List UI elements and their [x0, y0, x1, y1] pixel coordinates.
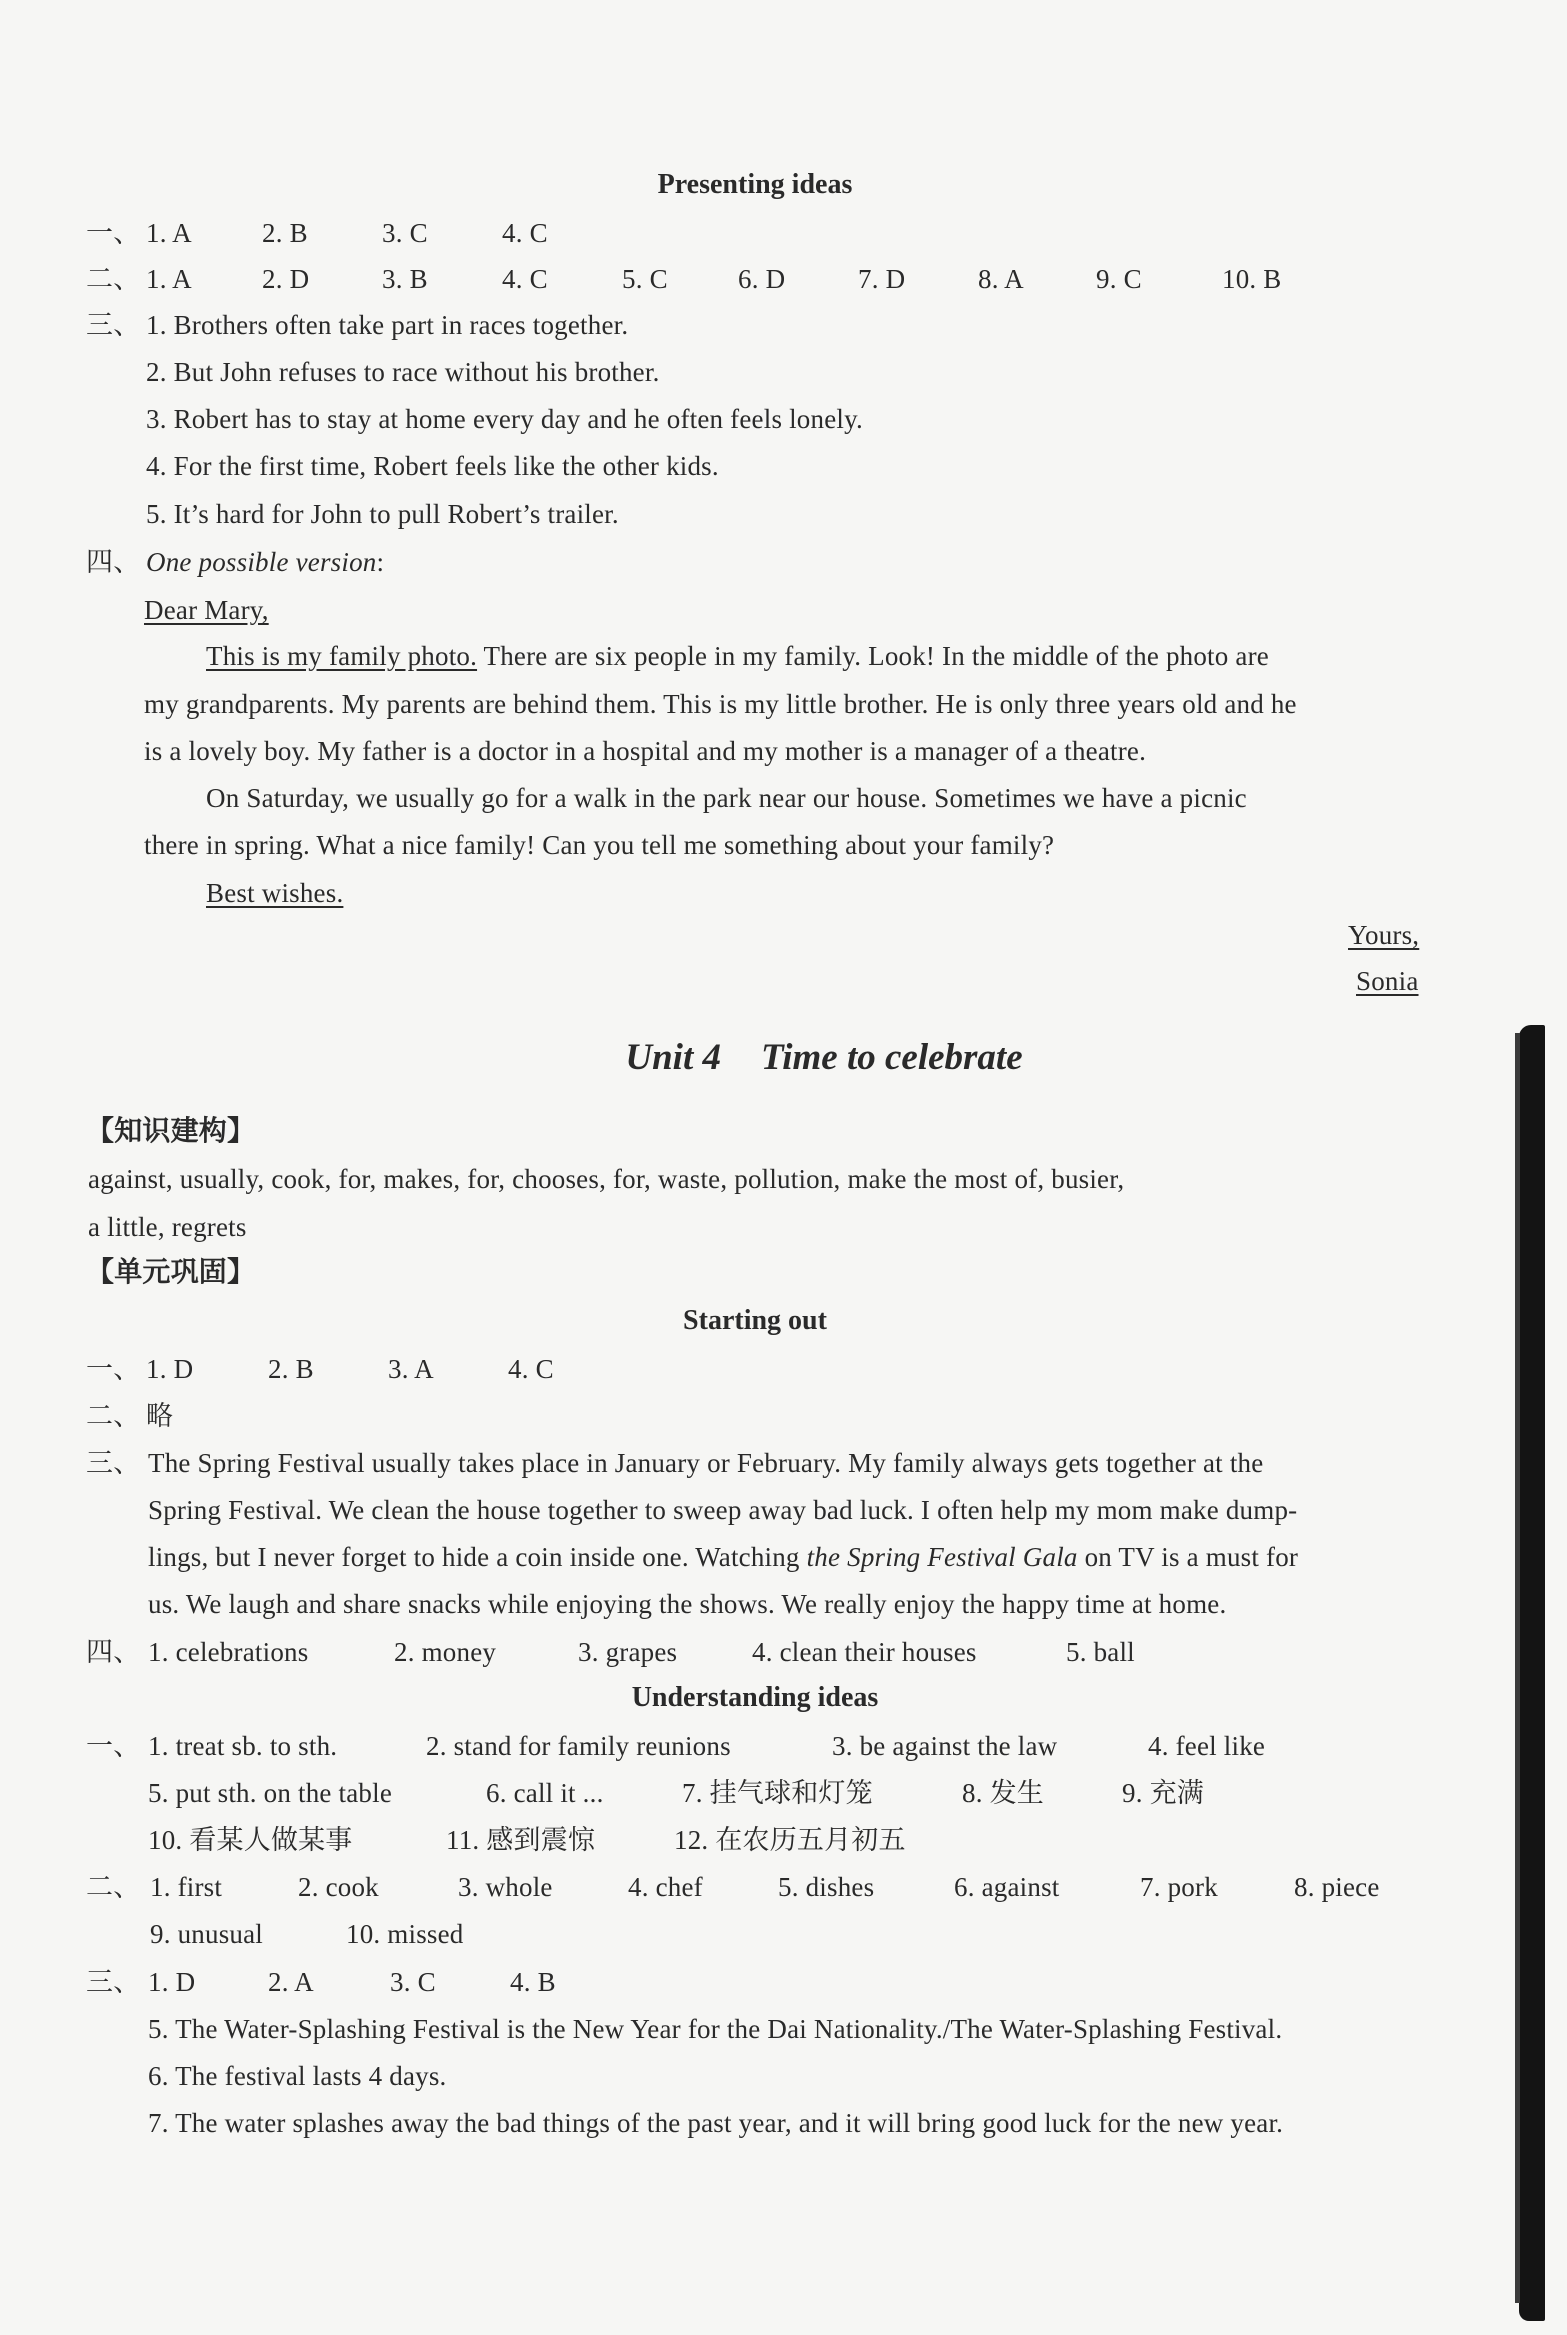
part-label: 一、 — [86, 218, 141, 248]
answer-item: 3. grapes — [578, 1637, 678, 1667]
answer-item: 2. cook — [298, 1872, 379, 1902]
answer-item: 10. B — [1222, 264, 1282, 294]
paragraph-text: The Spring Festival usually takes place in January or February. My family always gets together at the — [148, 1448, 1264, 1478]
answer-item: 2. D — [262, 264, 310, 294]
part-label: 四、 — [86, 1637, 141, 1667]
answer-item: 3. A — [388, 1354, 434, 1384]
presenting-part1-row — [86, 216, 548, 250]
understanding-part2-row-2 — [150, 1917, 464, 1951]
letter-paragraph-2-line-2: there in spring. What a nice family! Can you tell me something about your family? — [144, 830, 1055, 860]
answer-item: 9. unusual — [150, 1919, 263, 1949]
knowledge-heading: 【知识建构】 — [86, 1116, 256, 1147]
answer-item: 1. D — [146, 1354, 194, 1384]
answer-item: 3. be against the law — [832, 1731, 1058, 1761]
answer-item: 6. call it ... — [486, 1778, 604, 1808]
answer-item: 8. piece — [1294, 1872, 1380, 1902]
answer-item: 1. D — [148, 1967, 196, 1997]
answer-item: 略 — [146, 1401, 174, 1431]
understanding-part3-row-1 — [86, 1965, 556, 1999]
answer-item: 3. whole — [458, 1872, 553, 1902]
answer-item: 2. A — [268, 1967, 314, 1997]
starting-part3-line-4: us. We laugh and share snacks while enjoying the shows. We really enjoy the happy time at home. — [148, 1589, 1227, 1619]
letter-paragraph-1-line-2: my grandparents. My parents are behind them. This is my little brother. He is only three years old and he — [144, 689, 1297, 719]
answer-item: 5. ball — [1066, 1637, 1135, 1667]
presenting-part2-row — [86, 262, 1282, 296]
answer-item: 3. B — [382, 264, 428, 294]
answer-item: 5. dishes — [778, 1872, 875, 1902]
presenting-part4-intro — [86, 545, 385, 579]
sentence: 7. The water splashes away the bad things of the past year, and it will bring good luck for the new year. — [148, 2108, 1284, 2138]
answer-item: 1. celebrations — [148, 1637, 309, 1667]
knowledge-line-2: a little, regrets — [88, 1212, 247, 1242]
answer-item: 4. clean their houses — [752, 1637, 977, 1667]
answer-item: 3. C — [390, 1967, 436, 1997]
sentence: 5. The Water-Splashing Festival is the New Year for the Dai Nationality./The Water-Splashing Festival. — [148, 2014, 1283, 2044]
section-title-presenting-ideas: Presenting ideas — [657, 169, 853, 200]
answer-item: 9. C — [1096, 264, 1142, 294]
answer-item: 6. against — [954, 1872, 1060, 1902]
starting-part3-line-3 — [148, 1540, 1298, 1574]
sentence: 1. Brothers often take part in races together. — [146, 310, 629, 340]
answer-item: 4. C — [502, 264, 548, 294]
understanding-part1-row-2 — [148, 1776, 1204, 1810]
answer-item: 12. 在农历五月初五 — [674, 1825, 906, 1855]
part-label: 二、 — [86, 264, 141, 294]
section-title-understanding-ideas: Understanding ideas — [631, 1682, 879, 1713]
answer-item: 9. 充满 — [1122, 1778, 1204, 1808]
answer-item: 1. treat sb. to sth. — [148, 1731, 338, 1761]
understanding-part1-row-1 — [86, 1729, 1266, 1763]
section-title-starting-out: Starting out — [683, 1305, 827, 1336]
page-edge-shadow — [1519, 1025, 1545, 2321]
unit-heading — [0, 1036, 1567, 1080]
knowledge-line-1: against, usually, cook, for, makes, for, chooses, for, waste, pollution, make the most of, busier, — [88, 1164, 1125, 1194]
unit-title: Time to celebrate — [760, 1037, 1023, 1078]
sentence: 5. It’s hard for John to pull Robert’s trailer. — [146, 499, 619, 529]
answer-item: 4. C — [508, 1354, 554, 1384]
answer-item: 4. C — [502, 218, 548, 248]
answer-item: 2. stand for family reunions — [426, 1731, 731, 1761]
letter-closing: Best wishes. — [206, 878, 344, 908]
sentence: 2. But John refuses to race without his brother. — [146, 357, 660, 387]
letter-greeting: Dear Mary, — [144, 595, 269, 625]
answer-item: 2. money — [394, 1637, 497, 1667]
italic-title: the Spring Festival Gala — [806, 1542, 1078, 1572]
part-label: 二、 — [86, 1401, 141, 1431]
starting-part3-line-1 — [86, 1446, 1264, 1480]
answer-item: 6. D — [738, 264, 786, 294]
part-label: 一、 — [86, 1354, 141, 1384]
letter-signoff: Yours, — [1348, 920, 1420, 950]
presenting-part3-row — [86, 308, 629, 342]
paragraph-text: lings, but I never forget to hide a coin inside one. Watching — [148, 1542, 807, 1572]
letter-paragraph-2-line-1: On Saturday, we usually go for a walk in the park near our house. Sometimes we have a picnic — [206, 783, 1247, 813]
answer-item: 5. C — [622, 264, 668, 294]
answer-item: 4. B — [510, 1967, 556, 1997]
answer-item: 8. 发生 — [962, 1778, 1044, 1808]
part-label: 二、 — [86, 1872, 141, 1902]
answer-item: 3. C — [382, 218, 428, 248]
answer-item: 2. B — [262, 218, 308, 248]
part-label: 一、 — [86, 1731, 141, 1761]
intro-text: One possible version — [146, 547, 377, 577]
part-label: 三、 — [86, 1448, 141, 1478]
underlined-phrase: This is my family photo. — [206, 641, 478, 671]
answer-item: 1. A — [146, 218, 192, 248]
letter-paragraph-1-line-1 — [206, 639, 1269, 673]
answer-item: 1. A — [146, 264, 192, 294]
answer-item: 11. 感到震惊 — [446, 1825, 596, 1855]
answer-item: 10. missed — [346, 1919, 464, 1949]
starting-part4-row — [86, 1635, 1135, 1669]
letter-paragraph-1-line-3: is a lovely boy. My father is a doctor in a hospital and my mother is a manager of a theatre. — [144, 736, 1147, 766]
sentence: 4. For the first time, Robert feels like the other kids. — [146, 451, 719, 481]
sentence: 3. Robert has to stay at home every day and he often feels lonely. — [146, 404, 863, 434]
answer-item: 1. first — [150, 1872, 223, 1902]
starting-part3-line-2: Spring Festival. We clean the house together to sweep away bad luck. I often help my mom make dump- — [148, 1495, 1298, 1525]
understanding-part1-row-3 — [148, 1823, 906, 1857]
part-label: 四、 — [86, 547, 141, 577]
paragraph-text: on TV is a must for — [1077, 1542, 1299, 1572]
answer-item: 10. 看某人做某事 — [148, 1825, 353, 1855]
letter-name: Sonia — [1356, 966, 1419, 996]
answer-item: 2. B — [268, 1354, 314, 1384]
understanding-part2-row-1 — [86, 1870, 1380, 1904]
unit-number: Unit 4 — [625, 1037, 721, 1078]
intro-colon: : — [376, 547, 385, 577]
answer-item: 4. feel like — [1148, 1731, 1266, 1761]
answer-item: 7. pork — [1140, 1872, 1218, 1902]
answer-item: 5. put sth. on the table — [148, 1778, 393, 1808]
paragraph-text: There are six people in my family. Look! In the middle of the photo are — [477, 641, 1269, 671]
starting-part2-row — [86, 1399, 174, 1433]
answer-item: 4. chef — [628, 1872, 703, 1902]
sentence: 6. The festival lasts 4 days. — [148, 2061, 447, 2091]
answer-item: 7. D — [858, 264, 906, 294]
answer-item: 7. 挂气球和灯笼 — [682, 1778, 873, 1808]
answer-item: 8. A — [978, 264, 1024, 294]
part-label: 三、 — [86, 310, 141, 340]
part-label: 三、 — [86, 1967, 141, 1997]
consolidation-heading: 【单元巩固】 — [86, 1257, 256, 1288]
starting-part1-row — [86, 1352, 554, 1386]
